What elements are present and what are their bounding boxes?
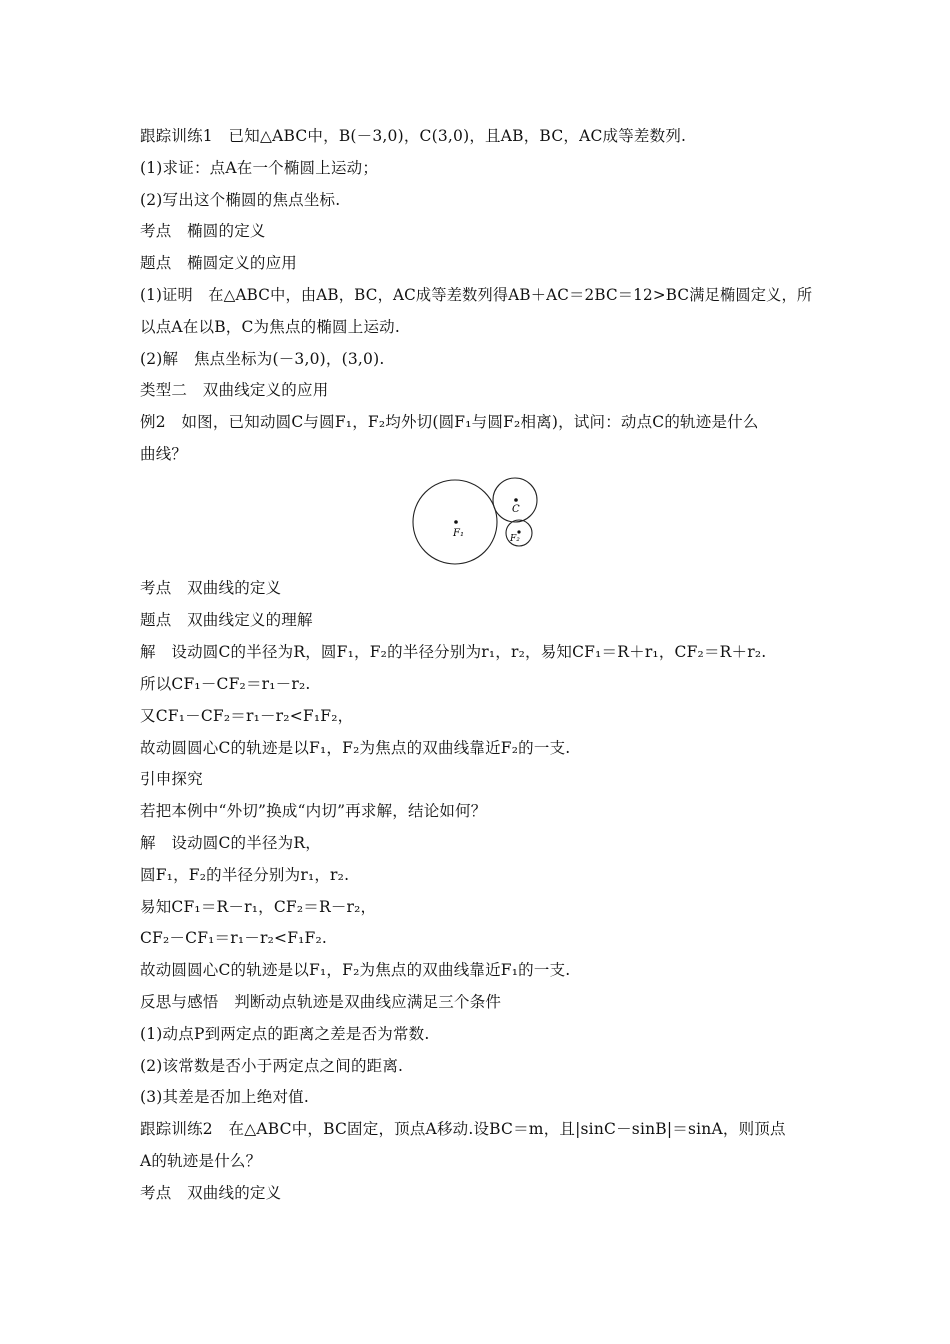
exercise-2-kaodian: 考点 双曲线的定义 bbox=[140, 1184, 282, 1202]
extension-question: 若把本例中“外切”换成“内切”再求解，结论如何？ bbox=[140, 802, 487, 820]
example-2-line-2: 曲线？ bbox=[140, 445, 188, 463]
exercise-1-proof-line-2: 以点A在以B，C为焦点的椭圆上运动. bbox=[140, 318, 400, 336]
extension-heading: 引申探究 bbox=[140, 770, 203, 788]
reflection-item-3: (3)其差是否加上绝对值. bbox=[140, 1088, 309, 1106]
reflection-item-1: (1)动点P到两定点的距离之差是否为常数. bbox=[140, 1025, 430, 1043]
exercise-1-statement: 跟踪训练1 已知△ABC中，B(－3,0)，C(3,0)，且AB，BC，AC成等差数列. bbox=[140, 127, 687, 145]
exercise-1-part-1: (1)求证：点A在一个椭圆上运动； bbox=[140, 159, 379, 177]
extension-solution-line-2: 圆F₁，F₂的半径分别为r₁，r₂. bbox=[140, 866, 350, 884]
circles-figure bbox=[410, 474, 540, 568]
exercise-1-proof-line-1: (1)证明 在△ABC中，由AB，BC，AC成等差数列得AB＋AC＝2BC＝12>BC满足椭圆定义，所 bbox=[140, 286, 813, 304]
extension-solution-line-5: 故动圆圆心C的轨迹是以F₁，F₂为焦点的双曲线靠近F₁的一支. bbox=[140, 961, 571, 979]
example-2-solution-line-1: 解 设动圆C的半径为R，圆F₁，F₂的半径分别为r₁，r₂，易知CF₁＝R＋r₁，CF₂＝R＋r₂. bbox=[140, 643, 767, 661]
circles-diagram bbox=[410, 474, 540, 568]
label-f1: F₁ bbox=[453, 528, 464, 539]
example-2-line-1: 例2 如图，已知动圆C与圆F₁，F₂均外切(圆F₁与圆F₂相离)，试问：动点C的轨迹是什么 bbox=[140, 413, 759, 431]
reflection-heading: 反思与感悟 判断动点轨迹是双曲线应满足三个条件 bbox=[140, 993, 502, 1011]
exercise-2-line-2: A的轨迹是什么？ bbox=[140, 1152, 262, 1170]
extension-solution-line-3: 易知CF₁＝R－r₁，CF₂＝R－r₂， bbox=[140, 898, 377, 916]
example-2-solution-line-2: 所以CF₁－CF₂＝r₁－r₂. bbox=[140, 675, 311, 693]
example-2-solution-line-3: 又CF₁－CF₂＝r₁－r₂<F₁F₂， bbox=[140, 707, 354, 725]
exercise-1-tidian: 题点 椭圆定义的应用 bbox=[140, 254, 298, 272]
label-f2: F₂ bbox=[510, 534, 520, 544]
reflection-item-2: (2)该常数是否小于两定点之间的距离. bbox=[140, 1057, 404, 1075]
example-2-kaodian: 考点 双曲线的定义 bbox=[140, 579, 282, 597]
exercise-2-line-1: 跟踪训练2 在△ABC中，BC固定，顶点A移动.设BC＝m，且|sinC－sinB|＝sinA，则顶点 bbox=[140, 1120, 786, 1138]
extension-solution-line-1: 解 设动圆C的半径为R， bbox=[140, 834, 321, 852]
exercise-1-solution: (2)解 焦点坐标为(－3,0)，(3,0). bbox=[140, 350, 385, 368]
center-c bbox=[514, 498, 518, 502]
section-heading-type-2: 类型二 双曲线定义的应用 bbox=[140, 381, 329, 399]
exercise-1-kaodian: 考点 椭圆的定义 bbox=[140, 222, 266, 240]
extension-solution-line-4: CF₂－CF₁＝r₁－r₂<F₁F₂. bbox=[140, 929, 328, 947]
label-c: C bbox=[512, 504, 520, 515]
exercise-1-part-2: (2)写出这个椭圆的焦点坐标. bbox=[140, 191, 341, 209]
center-f1 bbox=[454, 520, 458, 524]
example-2-solution-line-4: 故动圆圆心C的轨迹是以F₁，F₂为焦点的双曲线靠近F₂的一支. bbox=[140, 739, 571, 757]
example-2-tidian: 题点 双曲线定义的理解 bbox=[140, 611, 313, 629]
